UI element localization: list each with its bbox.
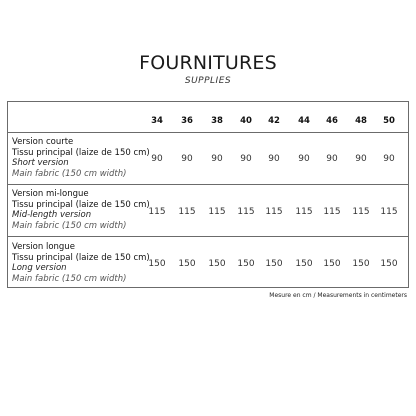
table-row-mid-length: [8, 185, 408, 237]
table-cell: 115: [265, 207, 283, 217]
version-label-fr: Version mi-longue: [12, 189, 89, 199]
table-cell: 115: [323, 207, 341, 217]
table-cell: 90: [268, 154, 280, 164]
table-row-long: [8, 237, 408, 288]
size-header: 36: [181, 116, 193, 126]
table-cell: 115: [208, 207, 226, 217]
fabric-label-fr: Tissu principal (laize de 150 cm): [12, 199, 150, 210]
table-cell: 115: [352, 207, 370, 217]
size-header: 34: [151, 116, 163, 126]
fabric-label-en: Main fabric (150 cm width): [12, 273, 127, 284]
version-label-fr: Version longue: [12, 242, 75, 252]
size-header: 42: [268, 116, 280, 126]
table-cell: 150: [380, 259, 398, 269]
table-cell: 90: [181, 154, 193, 164]
table-cell: 150: [178, 259, 196, 269]
size-header: 44: [298, 116, 310, 126]
page-subtitle: SUPPLIES: [184, 76, 232, 86]
fabric-label-en: Main fabric (150 cm width): [12, 168, 127, 179]
fabric-label-fr: Tissu principal (laize de 150 cm): [12, 252, 150, 263]
size-header: 50: [383, 116, 395, 126]
size-header: 38: [211, 116, 223, 126]
size-header: 48: [355, 116, 367, 126]
table-cell: 150: [295, 259, 313, 269]
version-label-en: Short version: [12, 158, 69, 169]
row-labels: [12, 137, 150, 179]
supplies-table: [7, 101, 409, 288]
table-cell: 150: [237, 259, 255, 269]
table-cell: 115: [237, 207, 255, 217]
row-labels: [12, 242, 150, 284]
table-cell: 115: [178, 207, 196, 217]
table-cell: 90: [298, 154, 310, 164]
row-labels: [12, 189, 150, 231]
table-cell: 150: [352, 259, 370, 269]
version-label-fr: Version courte: [12, 137, 74, 147]
table-cell: 150: [148, 259, 166, 269]
size-header-row: [8, 102, 408, 133]
table-cell: 90: [240, 154, 252, 164]
size-header: 46: [326, 116, 338, 126]
page-title: FOURNITURES: [139, 52, 277, 74]
version-label-en: Long version: [12, 263, 67, 274]
version-label-en: Mid-length version: [12, 210, 92, 221]
table-row-short: [8, 133, 408, 185]
table-cell: 90: [383, 154, 395, 164]
table-cell: 150: [208, 259, 226, 269]
table-cell: 90: [211, 154, 223, 164]
fabric-label-en: Main fabric (150 cm width): [12, 220, 127, 231]
table-cell: 150: [323, 259, 341, 269]
table-cell: 115: [380, 207, 398, 217]
table-cell: 150: [265, 259, 283, 269]
table-cell: 90: [355, 154, 367, 164]
table-cell: 115: [295, 207, 313, 217]
table-cell: 90: [151, 154, 163, 164]
size-header: 40: [240, 116, 252, 126]
table-cell: 115: [148, 207, 166, 217]
fabric-label-fr: Tissu principal (laize de 150 cm): [12, 147, 150, 158]
measurement-note: Mesure en cm / Measurements in centimeters: [269, 292, 407, 299]
table-cell: 90: [326, 154, 338, 164]
